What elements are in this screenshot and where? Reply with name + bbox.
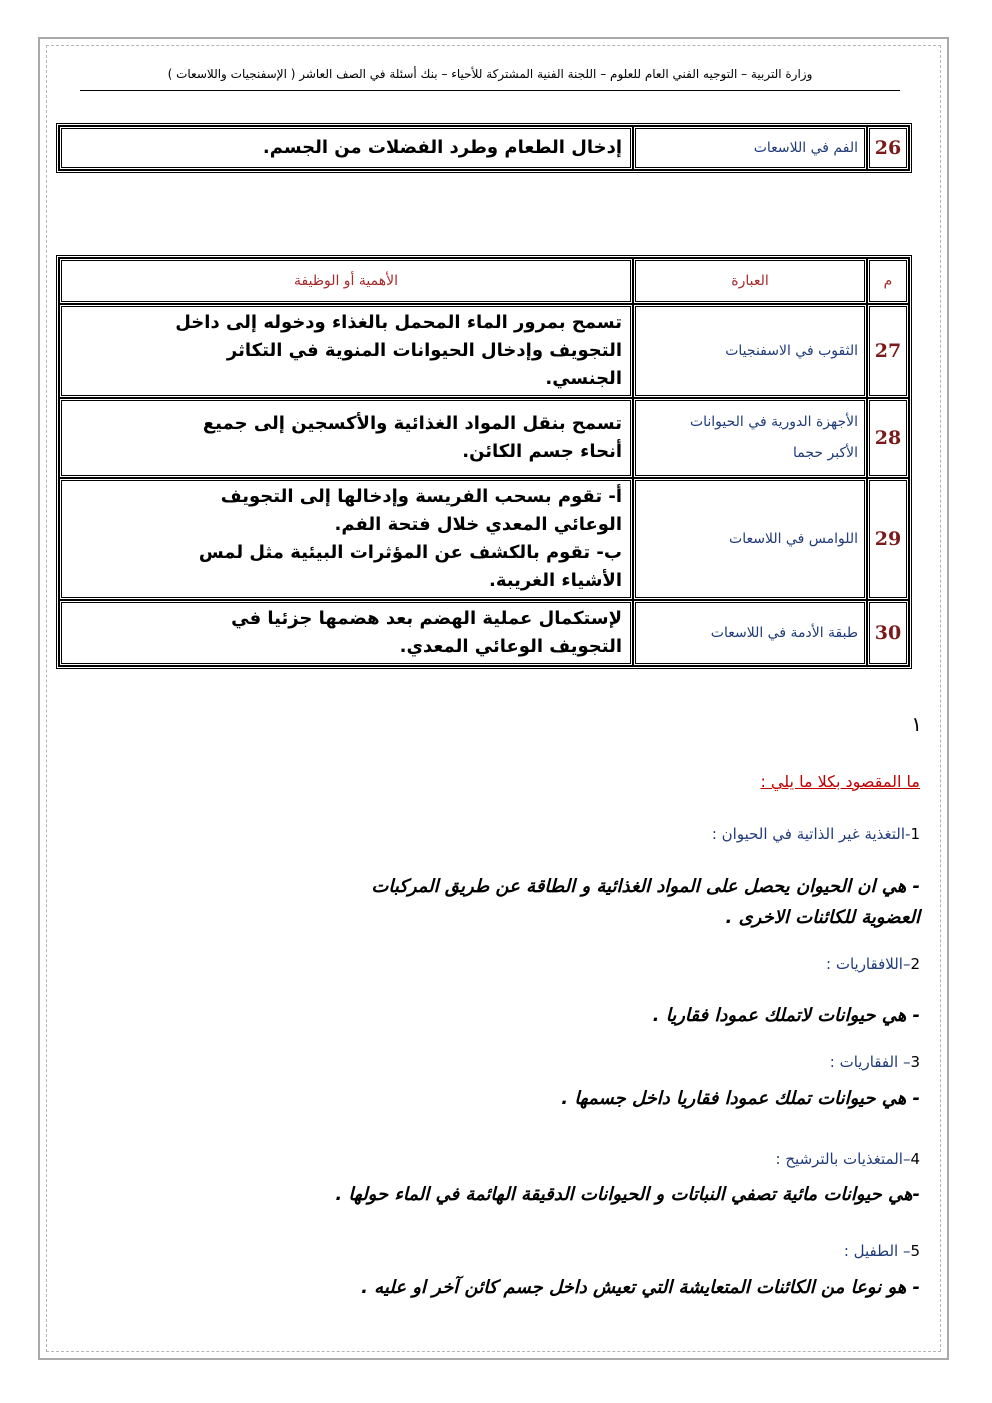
table-row <box>59 398 909 478</box>
description-line: أنحاء جسم الكائن. <box>462 441 622 462</box>
definition-term <box>844 1242 920 1260</box>
row-number: 27 <box>867 304 909 398</box>
table-header-row <box>59 258 909 304</box>
answer-line: - هي ان الحيوان يحصل على المواد الغذائية و الطاقة عن طريق المركبات <box>371 876 920 897</box>
answer-line: - هو نوعا من الكائنات المتعايشة التي تعيش داخل جسم كائن آخر او عليه . <box>361 1277 920 1298</box>
item-label: – الفقاريات : <box>829 1053 911 1071</box>
table-functions <box>56 255 912 669</box>
definition-term <box>776 1150 920 1168</box>
item-number: 1 <box>910 825 920 843</box>
table-row <box>59 126 909 170</box>
description-line: التجويف الوعائي المعدي. <box>399 636 622 657</box>
item-number: 5 <box>910 1242 920 1260</box>
row-description <box>59 600 633 666</box>
row-term: طبقة الأدمة في اللاسعات <box>633 600 867 666</box>
row-term: اللوامس في اللاسعات <box>633 478 867 600</box>
description-line: لإستكمال عملية الهضم بعد هضمها جزئيا في <box>231 608 622 629</box>
row-description <box>59 478 633 600</box>
row-description <box>59 304 633 398</box>
definition-answer <box>371 871 920 933</box>
question-title: ما المقصود بكلا ما يلي : <box>760 772 920 791</box>
row-number: 26 <box>867 126 909 170</box>
row-number: 28 <box>867 398 909 478</box>
answer-line: - هي حيوانات لاتملك عمودا فقاريا . <box>652 1005 920 1026</box>
definition-answer <box>335 1179 920 1210</box>
row-number: 29 <box>867 478 909 600</box>
item-label: –اللافقاريات : <box>826 955 911 973</box>
header-function: الأهمية أو الوظيفة <box>59 258 633 304</box>
item-label: -التغذية غير الذاتية في الحيوان : <box>711 825 911 843</box>
item-label: – الطفيل : <box>843 1242 911 1260</box>
description-line: الوعائي المعدي خلال فتحة الفم. <box>334 514 622 535</box>
definition-term <box>712 825 920 843</box>
row-description: إدخال الطعام وطرد الفضلات من الجسم. <box>59 126 633 170</box>
description-line: التجويف وإدخال الحيوانات المنوية في التكاثر <box>226 340 622 361</box>
table-row <box>59 478 909 600</box>
answer-line: العضوية للكائنات الاخرى . <box>725 907 920 928</box>
description-line: الأشياء الغريبة. <box>489 570 622 591</box>
item-number: 2 <box>910 955 920 973</box>
item-number: 4 <box>910 1150 920 1168</box>
description-line: تسمح بمرور الماء المحمل بالغذاء ودخوله إلى داخل <box>175 312 622 333</box>
table-row26 <box>56 123 912 173</box>
definition-term <box>826 955 920 973</box>
item-number: 3 <box>910 1053 920 1071</box>
description-line: تسمح بنقل المواد الغذائية والأكسجين إلى جميع <box>202 413 622 434</box>
row-term: الفم في اللاسعات <box>633 126 867 170</box>
definition-answer <box>361 1272 920 1303</box>
definition-term <box>830 1053 920 1071</box>
row-number: 30 <box>867 600 909 666</box>
term-line: الأجهزة الدورية في الحيوانات <box>689 414 858 430</box>
section-number: ١ <box>911 712 922 736</box>
row-term <box>633 398 867 478</box>
item-label: –المتغذيات بالترشيح : <box>775 1150 911 1168</box>
row-term: الثقوب في الاسفنجيات <box>633 304 867 398</box>
header-number: م <box>867 258 909 304</box>
definition-answer <box>561 1083 920 1114</box>
description-line: الجنسي. <box>545 368 622 389</box>
answer-line: -هي حيوانات مائية تصفي النباتات و الحيوانات الدقيقة الهائمة في الماء حولها . <box>335 1184 920 1205</box>
description-line: ب- تقوم بالكشف عن المؤثرات البيئية مثل لمس <box>198 542 622 563</box>
term-line: الأكبر حجما <box>793 445 858 461</box>
table-row <box>59 600 909 666</box>
definition-answer <box>653 1000 920 1031</box>
row-description <box>59 398 633 478</box>
page-header: وزارة التربية – التوجيه الفني العام للعلوم – اللجنة الفنية المشتركة للأحياء – بنك أسئلة في الصف العاشر ( الإسفنجيات واللاسعات ) <box>80 64 900 91</box>
table-row <box>59 304 909 398</box>
header-term: العبارة <box>633 258 867 304</box>
answer-line: - هي حيوانات تملك عمودا فقاريا داخل جسمها . <box>561 1088 920 1109</box>
description-line: أ- تقوم بسحب الفريسة وإدخالها إلى التجويف <box>220 486 622 507</box>
